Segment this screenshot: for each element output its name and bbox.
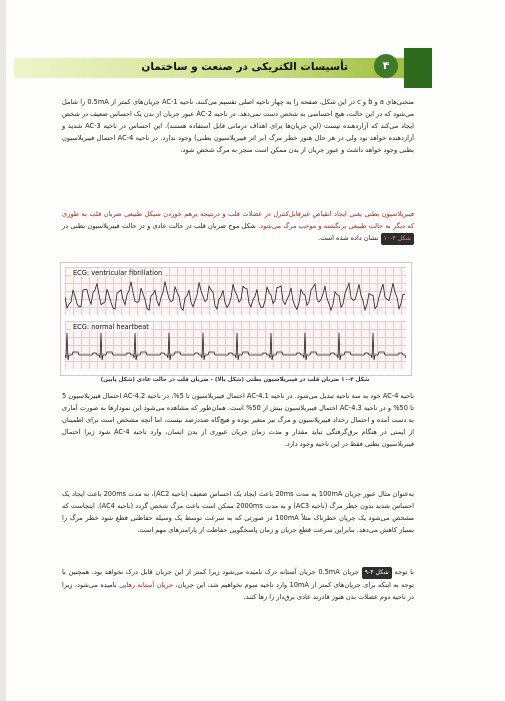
paragraph-4 bbox=[62, 488, 414, 536]
figure-reference-tag: شکل ۴-۱۰ bbox=[381, 233, 414, 245]
paragraph-3 bbox=[62, 390, 414, 450]
paragraph-2-text bbox=[62, 208, 414, 245]
paragraph-5-part-b: جریان 0.5mA جریان آستانه درک نامیده می‌شود زیرا کمتر از این جریان قابل درک نخواهد بود. همچنین با توجه به اینکه برای جریان‌های کمتر از 10mA وارد ناحیه سوم نخواهیم شد، این جریان، bbox=[62, 568, 414, 589]
paragraph-5-text bbox=[62, 566, 414, 603]
ecg-label-fibrillation: ECG: ventricular fibrillation bbox=[73, 269, 163, 277]
fibrillation-definition: فیبریلاسیون بطنی یعنی ایجاد انقباض غیرقابل‌کنترل در عضلات قلب و درنتیجه برهم خوردن سیکل طبیعی ضربان قلب به طوری که دیگر به حالت طبیعی برنگشته و موجب مرگ می‌شود. bbox=[62, 210, 414, 230]
paragraph-3-text: ناحیه AC-4 خود به سه ناحیه تبدیل می‌شود. در ناحیه AC-4.1 احتمال فیبریلاسیون تا 5%، در ناحیه AC-4.2 احتمال فیبریلاسیون 5 تا 50% و در ناحیه AC-4.3 احتمال فیبریلاسیون بیش از 50% است. همان‌طور که مشاهده می‌شود این نمودارها به صورت آماری به دست آمده و احتمال رخداد فیبریلاسیون و مرگ نیز متغیر بوده و هیچ‌گاه صددرصد نیست. اما آنچه مشخص است برای اطمینان از ایمنی در هنگام برق‌گرفتگی نباید مقدار و مدت زمان جریان عبوری از بدن انسان، وارد ناحیه AC-4 شود زیرا احتمال فیبریلاسیون بطنی فقط در این ناحیه وجود دارد. bbox=[62, 392, 414, 448]
figure-caption: شکل ۴-۱۰ ضربان قلب در فیبریلاسیون بطنی (شکل بالا) - ضربان قلب در حالت عادی (شکل پایین) bbox=[100, 377, 370, 383]
ecg-strip-fibrillation bbox=[65, 267, 406, 315]
paragraph-4-text: به‌عنوان مثال عبور جریان 100mA به مدت 20ms باعث ایجاد یک احساس ضعیف (ناحیه AC2)، به مدت 200ms باعث ایجاد یک احساس شدید بدون خطر مرگ (ناحیه AC3) و به مدت 2000ms ممکن است باعث مرگ شخص گردد (ناحیه AC4). اینجاست که مشخص می‌شود یک جریان خطرناک مثلاً 100mA در صورتی که به سرعت توسط یک وسیله حفاظتی قطع شود خطر مرگ را بسیار کاهش می‌دهد. بنابراین سرعت قطع جریان و زمان پاسخگویی حفاظت از پارامترهای مهم است. bbox=[62, 490, 415, 534]
paragraph-2 bbox=[62, 208, 414, 245]
scan-edge bbox=[0, 0, 6, 701]
chapter-tab bbox=[404, 48, 432, 88]
release-threshold-term: جریان آستانه رهایی bbox=[119, 581, 174, 589]
ecg-strip-normal bbox=[65, 321, 406, 369]
chapter-number: ۴ bbox=[374, 54, 398, 78]
paragraph-2-part-b: نشان داده شده است. bbox=[318, 234, 379, 242]
paragraph-1 bbox=[62, 96, 414, 156]
chapter-header bbox=[0, 48, 432, 86]
paragraph-1-text: منحنی‌های a و b و c در این شکل، صفحه را به چهار ناحیه اصلی تقسیم می‌کنند. ناحیه AC-1 جریان‌های کمتر از 0.5mA را شامل می‌شود که در این حالت، هیچ احساسی به شخص دست نمی‌دهد. در ناحیه AC-2 عبور جریان از بدن یک احساس ضعیف در شخص ایجاد می‌کند که آزاردهنده نیست (این جریان‌ها برای اهداف درمانی قابل استفاده هستند). این احساس در ناحیه AC-3 شدید و آزاردهنده خواهد بود ولی در هر حال هنوز خطر مرگ (بر اثر فیبریلاسیون بطنی) وجود ندارد. در ناحیه AC-4 احتمال فیبریلاسیون بطنی وجود خواهد داشت و عبور جریان از بدن ممکن است منجر به مرگ شخص شود. bbox=[62, 98, 414, 154]
paragraph-5-part-c: نامیده می‌شود، زیرا در ناحیه دوم عضلات بدن هنوز قادرند عادی برق‌دار را رها کنند. bbox=[62, 581, 414, 601]
ecg-label-normal: ECG: normal heartbeat bbox=[73, 323, 149, 331]
paragraph-2-part-a: شکل موج ضربان قلب در حالت عادی و در حالت فیبریلاسیون بطنی در bbox=[62, 222, 256, 230]
chapter-title: تأسیسات الکتریکی در صنعت و ساختمان bbox=[141, 61, 348, 73]
figure-reference-tag-2: شکل ۴-۹ bbox=[362, 567, 392, 579]
ecg-figure bbox=[60, 262, 412, 376]
paragraph-5 bbox=[62, 566, 414, 603]
paragraph-5-part-a: با توجه bbox=[394, 568, 414, 576]
